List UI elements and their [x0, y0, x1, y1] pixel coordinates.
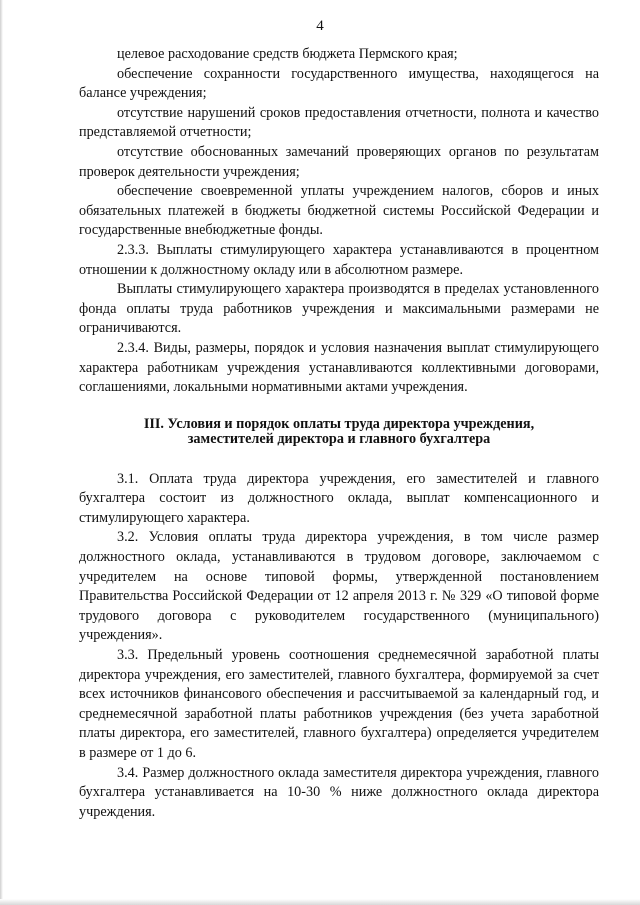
- paragraph: 3.4. Размер должностного оклада заместителя директора учреждения, главного бухгалтера устанавливается на 10-30 % ниже должностного оклада директора учреждения.: [79, 764, 599, 820]
- scan-shadow-left: [0, 0, 3, 905]
- document-body: [79, 45, 599, 822]
- paragraph: обеспечение сохранности государственного имущества, находящегося на балансе учреждения;: [79, 65, 599, 102]
- paragraph: целевое расходование средств бюджета Пермского края;: [117, 46, 458, 62]
- paragraph: 2.3.4. Виды, размеры, порядок и условия назначения выплат стимулирующего характера работникам учреждения устанавливаются коллективными договорами, соглашениями, локальными нормативными актами учреждения.: [79, 339, 599, 396]
- paragraph: 3.2. Условия оплаты труда директора учреждения, в том числе размер должностного оклада, устанавливаются в трудовом договоре, заключаемом с учредителем на основе типовой формы, утвержденной постановлением Правительства Российской Федерации от 12 апреля 2013 г. № 329 «О типовой форме трудового договора с руководителем государственного (муниципального) учреждения».: [79, 529, 599, 644]
- paragraph: Выплаты стимулирующего характера производятся в пределах установленного фонда оплаты труда работников учреждения и максимальными размерами не ограничиваются.: [79, 281, 599, 337]
- paragraph: отсутствие нарушений сроков предоставления отчетности, полнота и качество представляемой отчетности;: [79, 104, 599, 141]
- section-heading: III. Условия и порядок оплаты труда директора учреждения, заместителей директора и главного бухгалтера: [143, 415, 535, 448]
- paragraph: 3.1. Оплата труда директора учреждения, его заместителей и главного бухгалтера состоит из должностного оклада, выплат компенсационного и стимулирующего характера.: [79, 470, 599, 526]
- paragraph: 2.3.3. Выплаты стимулирующего характера устанавливаются в процентном отношении к должностному окладу или в абсолютном размере.: [79, 241, 599, 278]
- paragraph: 3.3. Предельный уровень соотношения среднемесячной заработной платы директора учреждения, его заместителей, главного бухгалтера, формируемой за счет всех источников финансового обеспечения и рассчитываемой за календарный год, и среднемесячной заработной платы работников учреждения (без учета заработной платы директора, его заместителей, главного бухгалтера) определяется учредителем в размере от 1 до 6.: [79, 647, 599, 761]
- scan-shadow-bottom: [0, 899, 640, 905]
- paragraph: отсутствие обоснованных замечаний проверяющих органов по результатам проверок деятельности учреждения;: [79, 143, 599, 180]
- paragraph: обеспечение своевременной уплаты учреждением налогов, сборов и иных обязательных платежей в бюджеты бюджетной системы Российской Федерации и государственные внебюджетные фонды.: [79, 183, 599, 239]
- page-number: 4: [316, 18, 324, 34]
